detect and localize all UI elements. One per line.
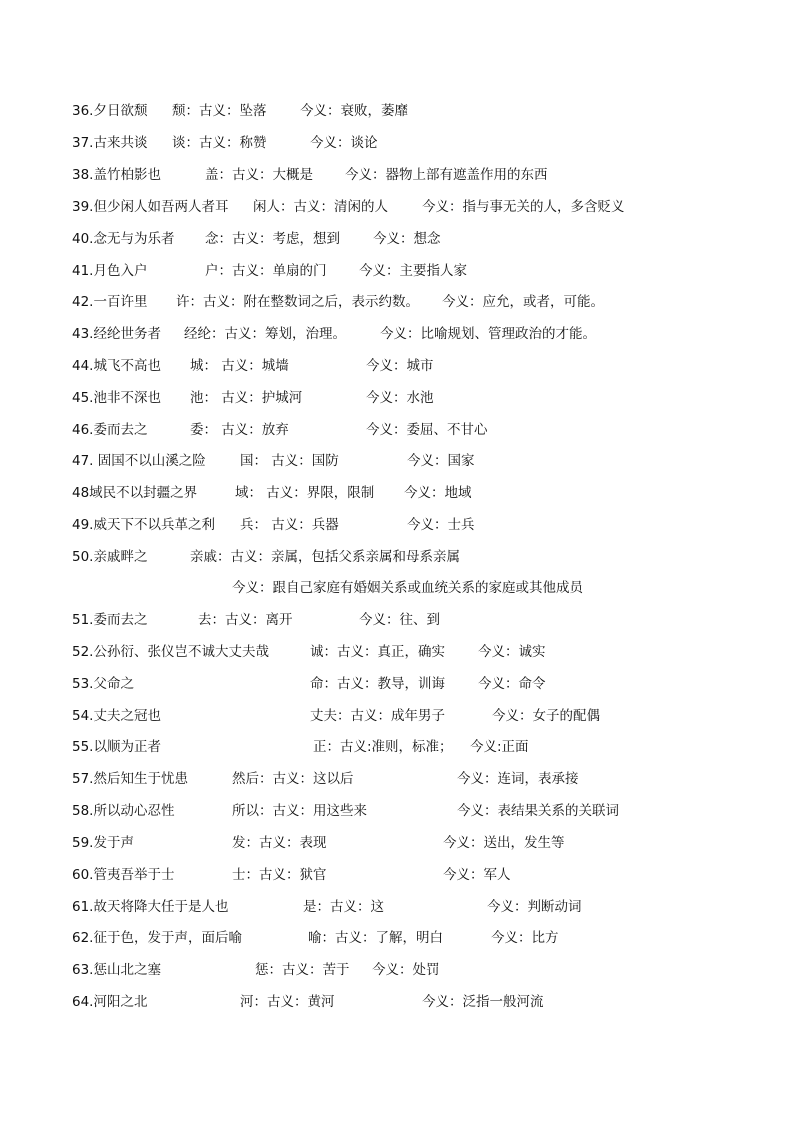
phrase-text: 58.所以动心忍性 [72,803,175,819]
ancient-meaning: 诚：古义：真正，确实 [310,644,445,660]
modern-meaning: 今义：女子的配偶 [492,708,600,724]
modern-meaning: 今义：谈论 [310,135,378,151]
ancient-meaning: 士：古义：狱官 [232,867,327,883]
ancient-meaning: 丈夫：古义：成年男子 [310,708,445,724]
phrase-text: 50.亲戚畔之 [72,549,148,565]
phrase-text: 46.委而去之 [72,422,148,438]
list-item [0,483,794,503]
ancient-meaning: 颓：古义：坠落 [172,103,267,119]
ancient-meaning: 是：古义：这 [303,899,384,915]
list-item [0,897,794,917]
phrase-text: 61.故天将降大任于是人也 [72,899,229,915]
list-item [0,992,794,1012]
list-item [0,960,794,980]
list-item [0,706,794,726]
phrase-text: 52.公孙衍、张仪岂不诚大丈夫哉 [72,644,269,660]
phrase-text: 59.发于声 [72,835,134,851]
ancient-meaning: 河：古义：黄河 [240,994,335,1010]
modern-meaning: 今义：处罚 [372,962,440,978]
modern-meaning: 今义：送出，发生等 [443,835,565,851]
phrase-text: 42.一百许里 [72,294,148,310]
modern-meaning: 今义：往、到 [359,612,440,628]
phrase-text: 62.征于色，发于声，面后喻 [72,930,242,946]
ancient-meaning: 正：古义:准则，标准； [313,739,453,755]
modern-meaning: 今义：表结果关系的关联词 [457,803,619,819]
list-item [0,737,794,757]
ancient-meaning: 喻：古义：了解，明白 [308,930,443,946]
ancient-meaning: 亲戚：古义：亲属，包括父系亲属和母系亲属 [190,549,460,565]
phrase-text: 41.月色入户 [72,263,148,279]
list-item [0,324,794,344]
phrase-text: 44.城飞不高也 [72,358,161,374]
ancient-meaning: 经纶：古义：筹划，治理。 [184,326,346,342]
modern-meaning: 今义：士兵 [407,517,475,533]
modern-meaning: 今义：判断动词 [487,899,582,915]
modern-meaning: 今义：比方 [491,930,559,946]
list-item [0,769,794,789]
list-item [0,165,794,185]
modern-meaning: 今义：比喻规划、管理政治的才能。 [380,326,596,342]
ancient-meaning: 所以：古义：用这些来 [232,803,367,819]
ancient-meaning: 闲人：古义：清闲的人 [253,199,388,215]
modern-meaning: 今义：军人 [443,867,511,883]
modern-meaning: 今义：泛指一般河流 [422,994,544,1010]
modern-meaning: 今义：诚实 [478,644,546,660]
phrase-text: 45.池非不深也 [72,390,161,406]
list-item [0,865,794,885]
modern-meaning: 今义：指与事无关的人，多含贬义 [422,199,625,215]
ancient-meaning: 兵： 古义：兵器 [240,517,339,533]
phrase-text: 43.经纶世务者 [72,326,161,342]
phrase-text: 40.念无与为乐者 [72,231,175,247]
phrase-text: 37.古来共谈 [72,135,148,151]
ancient-meaning: 城： 古义：城墙 [190,358,289,374]
modern-meaning: 今义:正面 [470,739,529,755]
phrase-text: 55.以顺为正者 [72,739,161,755]
ancient-meaning: 许：古义：附在整数词之后，表示约数。 [176,294,419,310]
modern-meaning: 今义：想念 [373,231,441,247]
ancient-meaning: 盖：古义：大概是 [205,167,313,183]
phrase-text: 64.河阳之北 [72,994,148,1010]
modern-meaning: 今义：跟自己家庭有婚姻关系或血统关系的家庭或其他成员 [232,580,583,596]
ancient-meaning: 国： 古义：国防 [240,453,339,469]
phrase-text: 51.委而去之 [72,612,148,628]
ancient-meaning: 发：古义：表现 [232,835,327,851]
list-item [0,610,794,630]
phrase-text: 60.管夷吾举于士 [72,867,175,883]
list-item [0,420,794,440]
phrase-text: 38.盖竹柏影也 [72,167,161,183]
ancient-meaning: 去：古义：离开 [198,612,293,628]
list-item [0,674,794,694]
modern-meaning: 今义：连词，表承接 [457,771,579,787]
list-item [0,388,794,408]
phrase-text: 49.威天下不以兵革之利 [72,517,215,533]
list-item [0,642,794,662]
list-item [0,578,794,598]
modern-meaning: 今义：命令 [478,676,546,692]
list-item [0,833,794,853]
modern-meaning: 今义：委屈、不甘心 [366,422,488,438]
ancient-meaning: 惩：古义：苦于 [255,962,350,978]
ancient-meaning: 委： 古义：放弃 [190,422,289,438]
ancient-meaning: 户：古义：单扇的门 [205,263,327,279]
modern-meaning: 今义：城市 [366,358,434,374]
modern-meaning: 今义：主要指人家 [359,263,467,279]
modern-meaning: 今义：国家 [407,453,475,469]
phrase-text: 39.但少闲人如吾两人者耳 [72,199,229,215]
list-item [0,515,794,535]
ancient-meaning: 念：古义：考虑，想到 [205,231,340,247]
modern-meaning: 今义：水池 [366,390,434,406]
list-item [0,451,794,471]
list-item [0,801,794,821]
list-item [0,229,794,249]
phrase-text: 54.丈夫之冠也 [72,708,161,724]
modern-meaning: 今义：器物上部有遮盖作用的东西 [345,167,548,183]
ancient-meaning: 域： 古义：界限，限制 [235,485,375,501]
phrase-text: 57.然后知生于忧患 [72,771,188,787]
list-item [0,101,794,121]
list-item [0,197,794,217]
modern-meaning: 今义：衰败，萎靡 [300,103,408,119]
ancient-meaning: 然后：古义：这以后 [232,771,354,787]
phrase-text: 48域民不以封疆之界 [72,485,198,501]
ancient-meaning: 池： 古义：护城河 [190,390,303,406]
ancient-meaning: 命：古义：教导，训诲 [310,676,445,692]
modern-meaning: 今义：应允，或者，可能。 [442,294,604,310]
list-item [0,261,794,281]
ancient-meaning: 谈：古义：称赞 [172,135,267,151]
list-item [0,356,794,376]
phrase-text: 47. 固国不以山溪之险 [72,453,206,469]
list-item [0,133,794,153]
list-item [0,292,794,312]
list-item [0,547,794,567]
phrase-text: 53.父命之 [72,676,134,692]
modern-meaning: 今义：地域 [404,485,472,501]
phrase-text: 36.夕日欲颓 [72,103,148,119]
list-item [0,928,794,948]
phrase-text: 63.惩山北之塞 [72,962,161,978]
